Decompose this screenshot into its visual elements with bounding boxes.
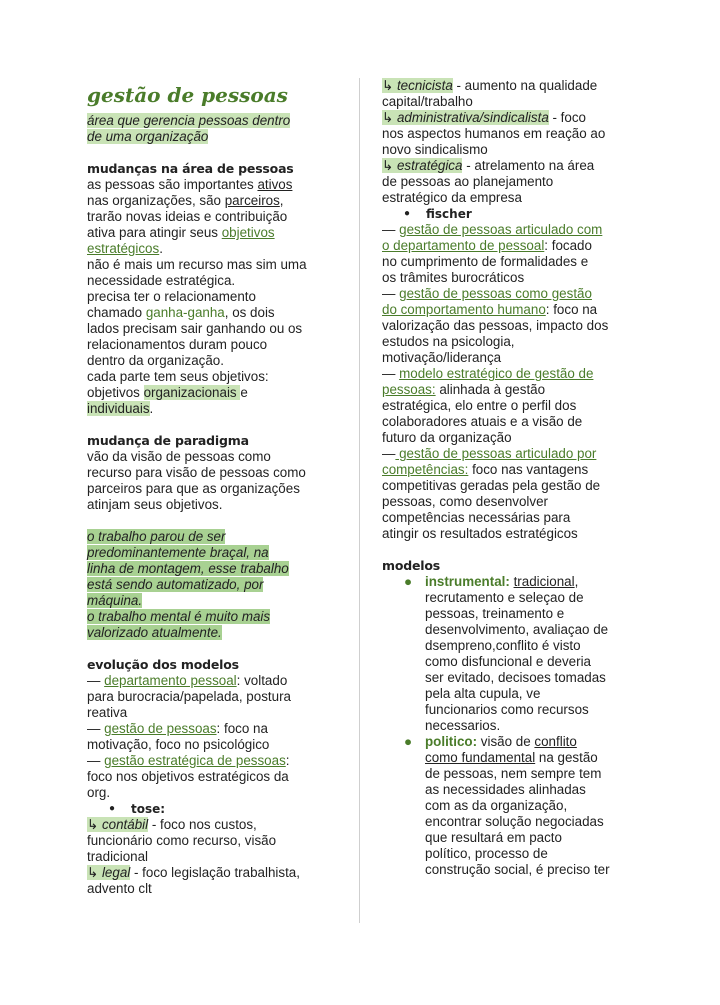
- model-instrumental: ● instrumental: tradicional, recrutamento e seleçao de pessoas, treinamento e desenvolvimento, avaliaçao de dsempreno,conflito é visto como disfuncional e deveria ser evitado, decisoes tomadas pela alta cupula, ve funcionarios como recursos necessarios.: [404, 574, 609, 733]
- right-column: [382, 78, 644, 878]
- evolucao-list: — departamento pessoal: voltado para burocracia/papelada, postura reativa — gestão de pessoas: foco na motivação, foco no psicológico — gestão estratégica de pessoas: foco nos objetivos estratégicos da org.: [87, 673, 291, 800]
- bullet-tose: ● tose:: [109, 802, 166, 816]
- model-politico: ● politico: visão de conflito como fundamental na gestão de pessoas, nem sempre tem as necessidades alinhadas com as da organização, encontrar solução negociadas que resultará em pacto político, processo de construção social, é preciso ter: [404, 734, 610, 877]
- tose-list: ↳ contábil - foco nos custos, funcionário como recurso, visão tradicional ↳ legal - foco legislação trabalhista, advento clt: [87, 817, 300, 896]
- heading-evolucao: evolução dos modelos: [87, 657, 239, 672]
- left-column: [87, 78, 349, 897]
- heading-paradigma: mudança de paradigma: [87, 433, 249, 448]
- fischer-list: — gestão de pessoas articulado com o departamento de pessoal: focado no cumprimento de formalidades e os trâmites burocráticos — gestão de pessoas como gestão do comportamento humano: foco na valorização das pessoas, impacto dos estudos na psicologia, motivação/liderança — modelo estratégico de gestão de pessoas: alinhada à gestão estratégica, elo entre o perfil dos colaboradores atuais e a visão de futuro da organização — gestão de pessoas articulado por competências: foco nas vantagens competitivas geradas pela gestão de pessoas, como desenvolver competências necessárias para atingir os resultados estratégicos: [382, 222, 609, 541]
- page-title: gestão de pessoas: [87, 83, 288, 107]
- bullet-fischer: ● fischer: [404, 207, 472, 221]
- paragraph-ativos: as pessoas são importantes ativos nas organizações, são parceiros, trarão novas ideias e contribuição ativa para atingir seus objetivos estratégicos. não é mais um recurso mas sim uma necessidade estratégica. precisa ter o relacionamento chamado ganha-ganha, os dois lados precisam sair ganhando ou os relacionamentos duram pouco dentro da organização. cada parte tem seus objetivos: objetivos organizacionais e individuais.: [87, 177, 307, 416]
- tose-list-continued: ↳ tecnicista - aumento na qualidade capital/trabalho ↳ administrativa/sindicalista - foco nos aspectos humanos em reação ao novo sindicalismo ↳ estratégica - atrelamento na área de pessoas ao planejamento estratégico da empresa: [382, 78, 606, 205]
- column-divider: [359, 78, 360, 923]
- heading-modelos: modelos: [382, 558, 440, 573]
- heading-mudancas: mudanças na área de pessoas: [87, 161, 294, 176]
- paragraph-paradigma: vão da visão de pessoas como recurso para visão de pessoas como parceiros para que as organizações atinjam seus objetivos.: [87, 449, 306, 512]
- highlight-quote: o trabalho parou de ser predominantemente braçal, na linha de montagem, esse trabalho está sendo automatizado, por máquina. o trabalho mental é muito mais valorizado atualmente.: [87, 529, 289, 640]
- definition: área que gerencia pessoas dentro de uma organização: [87, 113, 291, 144]
